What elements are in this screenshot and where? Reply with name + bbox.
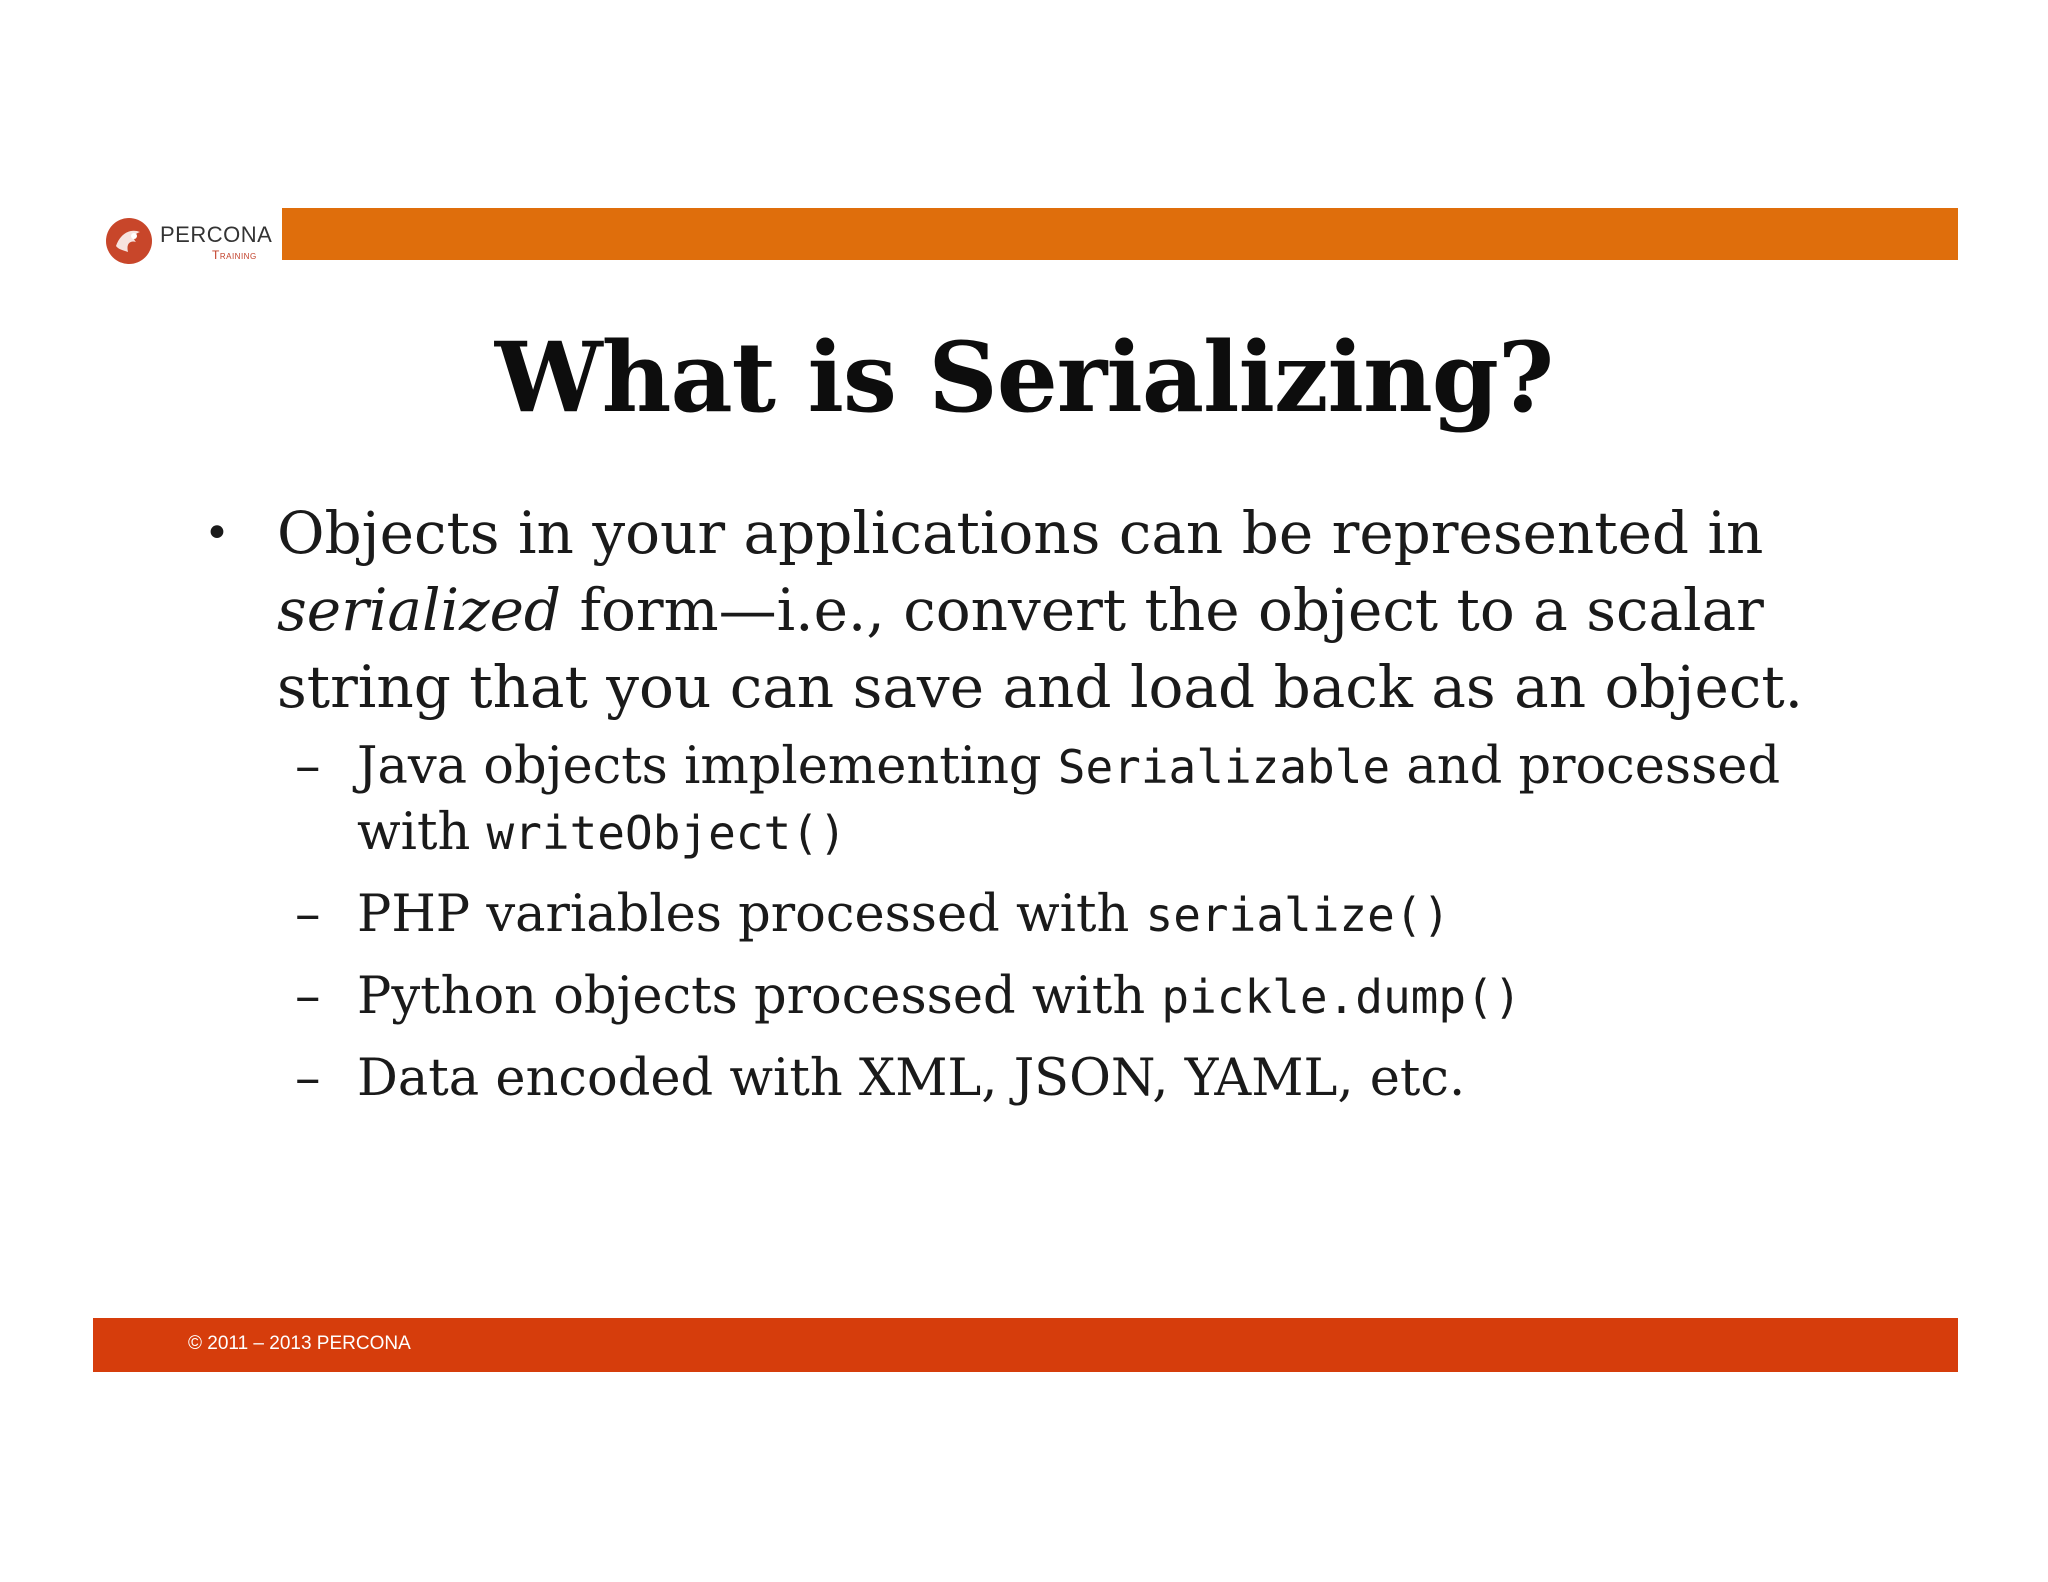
sub-item-text: Java objects implementing [357,737,1058,796]
bullet-item [200,495,1900,726]
sub-item-dash: – [295,967,321,1026]
slide-title: What is Serializing? [494,321,1554,434]
code-serialize: serialize() [1145,888,1451,942]
bullet-marker: • [204,508,230,559]
sub-item-data-formats [200,1046,1900,1112]
sub-item-text: PHP variables processed with [357,885,1146,944]
sub-item-text: and processed with [357,737,1781,862]
sub-item-dash: – [295,885,321,944]
code-pickle-dump: pickle.dump() [1161,970,1522,1024]
bullet-italic-term: serialized [277,576,562,644]
logo-name: PERCONA [160,222,273,247]
code-serializable: Serializable [1057,740,1391,794]
code-writeobject: writeObject() [486,806,847,860]
sub-item-dash: – [295,1049,321,1108]
bullet-text-1: Objects in your applications can be represented in [277,499,1764,567]
logo-mark-eye [131,233,137,239]
sub-item-dash: – [295,737,321,796]
percona-flame-icon [104,216,154,266]
sub-item-php [200,882,1900,948]
logo-subtitle: Training [212,248,257,262]
sub-item-python [200,964,1900,1030]
header-bar [282,208,1958,260]
sub-bullet-list [200,734,1900,1112]
sub-item-text: Python objects processed with [357,967,1162,1026]
sub-item-text: Data encoded with XML, JSON, YAML, etc. [357,1049,1466,1108]
percona-training-logo [104,216,284,272]
bullet-list [200,495,1900,1128]
sub-item-java [200,734,1900,866]
bullet-text-2: form—i.e., convert the object to a scalar string that you can save and load back as an object. [277,576,1804,721]
footer-copyright: © 2011 – 2013 PERCONA [188,1333,411,1354]
